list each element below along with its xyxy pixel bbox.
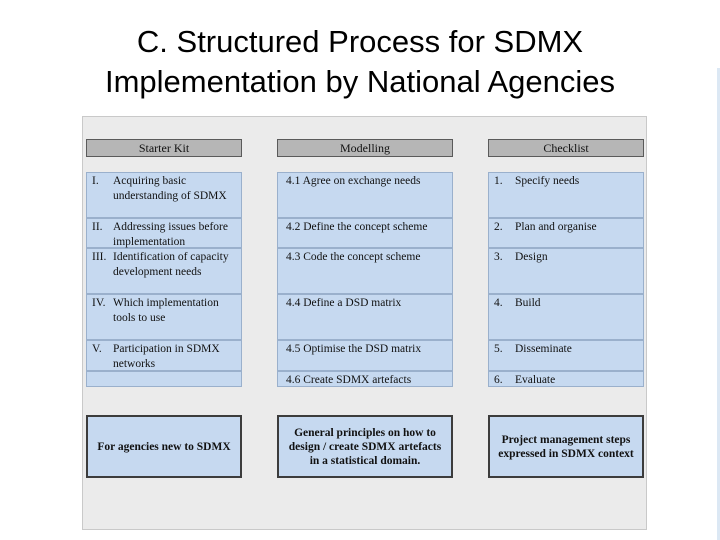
- modelling-item: [277, 371, 453, 387]
- item-text: Participation in SDMX networks: [113, 343, 220, 370]
- checklist-item: [488, 248, 644, 294]
- checklist-item: [488, 340, 644, 371]
- checklist-column: [488, 139, 644, 519]
- item-text: Plan and organise: [515, 221, 597, 233]
- starter-kit-item: [86, 218, 242, 248]
- modelling-item: [277, 294, 453, 340]
- modelling-header: Modelling: [277, 139, 453, 157]
- checklist-item: [488, 172, 644, 218]
- modelling-item: [277, 218, 453, 248]
- item-text: Acquiring basic understanding of SDMX: [113, 175, 227, 202]
- item-text: 4.3 Code the concept scheme: [286, 251, 421, 263]
- starter-kit-item: [86, 294, 242, 340]
- checklist-summary: Project management steps expressed in SDMX context: [488, 415, 644, 478]
- item-text: Evaluate: [515, 374, 556, 386]
- item-text: Design: [515, 251, 548, 263]
- item-text: 4.5 Optimise the DSD matrix: [286, 343, 422, 355]
- item-number: 2.: [494, 221, 503, 233]
- item-text: Addressing issues before implementation: [113, 221, 228, 248]
- page-title: [0, 22, 720, 102]
- title-line-2: Implementation by National Agencies: [104, 64, 616, 99]
- modelling-column: [277, 139, 453, 519]
- item-text: Disseminate: [515, 343, 572, 355]
- item-number: III.: [92, 251, 107, 263]
- item-number: IV.: [92, 297, 106, 309]
- starter-kit-empty-cell: [86, 371, 242, 387]
- item-number: 3.: [494, 251, 503, 263]
- checklist-item: [488, 218, 644, 248]
- checklist-item: [488, 371, 644, 387]
- starter-kit-item: [86, 172, 242, 218]
- modelling-item: [277, 340, 453, 371]
- item-text: Build: [515, 297, 541, 309]
- starter-kit-header: Starter Kit: [86, 139, 242, 157]
- item-number: 5.: [494, 343, 503, 355]
- checklist-item: [488, 294, 644, 340]
- item-number: I.: [92, 175, 99, 187]
- item-number: 4.: [494, 297, 503, 309]
- item-number: 6.: [494, 374, 503, 386]
- item-number: V.: [92, 343, 102, 355]
- item-number: 1.: [494, 175, 503, 187]
- item-text: 4.4 Define a DSD matrix: [286, 297, 402, 309]
- diagram-panel: [82, 116, 647, 530]
- item-text: 4.2 Define the concept scheme: [286, 221, 428, 233]
- starter-kit-item: [86, 248, 242, 294]
- modelling-item: [277, 248, 453, 294]
- item-number: II.: [92, 221, 103, 233]
- item-text: 4.6 Create SDMX artefacts: [286, 374, 412, 386]
- starter-kit-column: [86, 139, 242, 519]
- starter-kit-item: [86, 340, 242, 371]
- item-text: Specify needs: [515, 175, 580, 187]
- item-text: 4.1 Agree on exchange needs: [286, 175, 421, 187]
- item-text: Which implementation tools to use: [113, 297, 219, 324]
- modelling-item: [277, 172, 453, 218]
- checklist-header: Checklist: [488, 139, 644, 157]
- starter-kit-summary: For agencies new to SDMX: [86, 415, 242, 478]
- item-text: Identification of capacity development needs: [113, 251, 229, 278]
- modelling-summary: General principles on how to design / create SDMX artefacts in a statistical domain.: [277, 415, 453, 478]
- title-line-1: C. Structured Process for SDMX: [136, 24, 584, 59]
